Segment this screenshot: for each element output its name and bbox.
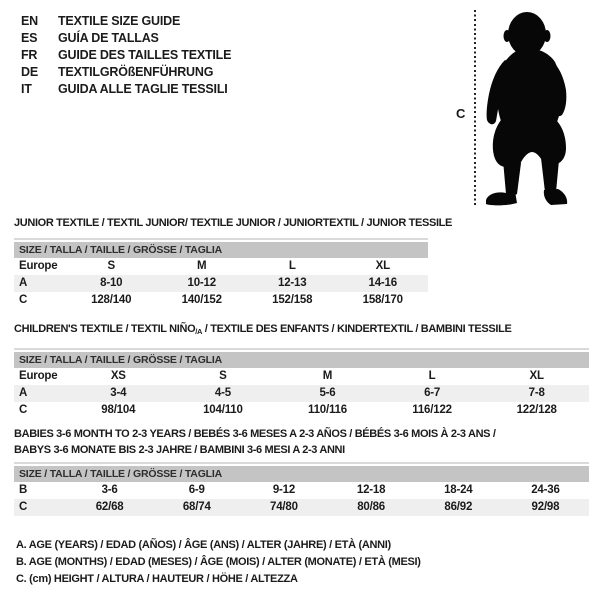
row-label: C bbox=[19, 501, 28, 513]
cell-value: 110/116 bbox=[308, 404, 347, 416]
table-title bbox=[14, 322, 589, 339]
table-row-height bbox=[14, 499, 589, 516]
row-label: C bbox=[19, 404, 28, 416]
cell-value: L bbox=[288, 260, 296, 272]
cell-value: 86/92 bbox=[444, 501, 473, 513]
cell-value: 122/128 bbox=[516, 404, 557, 416]
cell-value: 128/140 bbox=[91, 294, 132, 306]
language-name: TEXTILGRÖßENFÜHRUNG bbox=[58, 65, 214, 79]
table-row-europe bbox=[14, 258, 428, 275]
title-text: CHILDREN'S TEXTILE / TEXTIL NIÑO bbox=[14, 323, 196, 335]
cell-value: 10-12 bbox=[187, 277, 216, 289]
height-reference-dotted-line bbox=[474, 10, 476, 208]
cell-value: 14-16 bbox=[368, 277, 397, 289]
cell-value: 98/104 bbox=[101, 404, 136, 416]
language-code: EN bbox=[21, 14, 38, 28]
cell-value: 4-5 bbox=[214, 387, 231, 399]
table-row-europe bbox=[14, 368, 589, 385]
language-code: IT bbox=[21, 82, 32, 96]
footnote-b: B. AGE (MONTHS) / EDAD (MESES) / ÂGE (MOIS) / ALTER (MONATE) / ETÀ (MESI) bbox=[16, 556, 421, 569]
cell-value: 62/68 bbox=[95, 501, 124, 513]
row-label: A bbox=[19, 387, 28, 399]
footnotes bbox=[16, 537, 421, 589]
size-header-bar: SIZE / TALLA / TAILLE / GRÖSSE / TAGLIA bbox=[14, 466, 589, 482]
cell-value: 140/152 bbox=[181, 294, 222, 306]
cell-value: S bbox=[107, 260, 115, 272]
babies-textile-section bbox=[14, 426, 589, 516]
language-code: ES bbox=[21, 31, 38, 45]
junior-textile-section bbox=[14, 216, 453, 309]
height-figure bbox=[0, 0, 600, 215]
table-row-age bbox=[14, 275, 428, 292]
cell-value: 12-18 bbox=[356, 484, 386, 496]
children-textile-section bbox=[14, 322, 589, 419]
cell-value: 80/86 bbox=[357, 501, 385, 513]
row-label: Europe bbox=[19, 370, 58, 382]
cell-value: 8-10 bbox=[100, 277, 123, 289]
cell-value: XL bbox=[529, 370, 544, 382]
table-title bbox=[14, 426, 589, 458]
size-table bbox=[14, 238, 428, 309]
table-row-height bbox=[14, 292, 428, 309]
language-code: FR bbox=[21, 48, 38, 62]
footnote-c: C. (cm) HEIGHT / ALTURA / HAUTEUR / HÖHE / ALTEZZA bbox=[16, 573, 298, 586]
cell-value: 12-13 bbox=[278, 277, 307, 289]
size-table bbox=[14, 462, 589, 516]
baby-silhouette-icon bbox=[481, 8, 597, 208]
cell-value: 116/122 bbox=[412, 404, 452, 416]
cell-value: M bbox=[197, 260, 207, 272]
cell-value: 92/98 bbox=[531, 501, 560, 513]
footnote-a: A. AGE (YEARS) / EDAD (AÑOS) / ÂGE (ANS) / ALTER (JAHRE) / ETÀ (ANNI) bbox=[16, 539, 391, 551]
table-row-months bbox=[14, 482, 589, 499]
row-label: A bbox=[19, 277, 28, 289]
cell-value: S bbox=[219, 370, 227, 382]
table-title: JUNIOR TEXTILE / TEXTIL JUNIOR/ TEXTILE JUNIOR / JUNIORTEXTIL / JUNIOR TESSILE bbox=[14, 217, 453, 229]
cell-value: 3-4 bbox=[110, 387, 127, 399]
cell-value: 158/170 bbox=[362, 294, 403, 306]
cell-value: XS bbox=[110, 370, 126, 382]
cell-value: XL bbox=[375, 260, 390, 272]
size-header-bar: SIZE / TALLA / TAILLE / GRÖSSE / TAGLIA bbox=[14, 352, 589, 368]
title-subscript: /A bbox=[195, 327, 203, 336]
language-name: GUIDA ALLE TAGLIE TESSILI bbox=[58, 82, 228, 96]
title-text: / TEXTILE DES ENFANTS / KINDERTEXTIL / BAMBINI TESSILE bbox=[202, 323, 512, 335]
title-line-2: BABYS 3-6 MONATE BIS 2-3 JAHRE / BAMBINI 3-6 MESI A 2-3 ANNI bbox=[14, 444, 345, 456]
cell-value: 24-36 bbox=[531, 484, 560, 496]
size-header-bar: SIZE / TALLA / TAILLE / GRÖSSE / TAGLIA bbox=[14, 242, 428, 258]
cell-value: 18-24 bbox=[444, 484, 473, 496]
row-label: C bbox=[19, 294, 28, 306]
title-line-1: BABIES 3-6 MONTH TO 2-3 YEARS / BEBÉS 3-6 MESES A 2-3 AÑOS / BÉBÉS 3-6 MOIS À 2-3 ANS / bbox=[14, 428, 496, 440]
cell-value: 5-6 bbox=[319, 387, 336, 399]
table-row-height bbox=[14, 402, 589, 419]
cell-value: 152/158 bbox=[272, 294, 313, 306]
cell-value: 68/74 bbox=[182, 501, 211, 513]
language-name: GUÍA DE TALLAS bbox=[58, 31, 159, 45]
cell-value: 3-6 bbox=[101, 484, 118, 496]
table-row-age bbox=[14, 385, 589, 402]
language-name: TEXTILE SIZE GUIDE bbox=[58, 14, 181, 28]
cell-value: M bbox=[322, 370, 333, 382]
language-name: GUIDE DES TAILLES TEXTILE bbox=[58, 48, 232, 62]
cell-value: 74/80 bbox=[270, 501, 298, 513]
cell-value: 6-7 bbox=[424, 387, 441, 399]
cell-value: 7-8 bbox=[528, 387, 545, 399]
row-label: B bbox=[19, 484, 28, 496]
size-table bbox=[14, 348, 589, 419]
cell-value: L bbox=[428, 370, 436, 382]
row-label: Europe bbox=[19, 260, 58, 272]
cell-value: 9-12 bbox=[272, 484, 296, 496]
height-label-c: C bbox=[456, 106, 466, 121]
cell-value: 6-9 bbox=[188, 484, 205, 496]
language-code: DE bbox=[21, 65, 38, 79]
cell-value: 104/110 bbox=[203, 404, 243, 416]
